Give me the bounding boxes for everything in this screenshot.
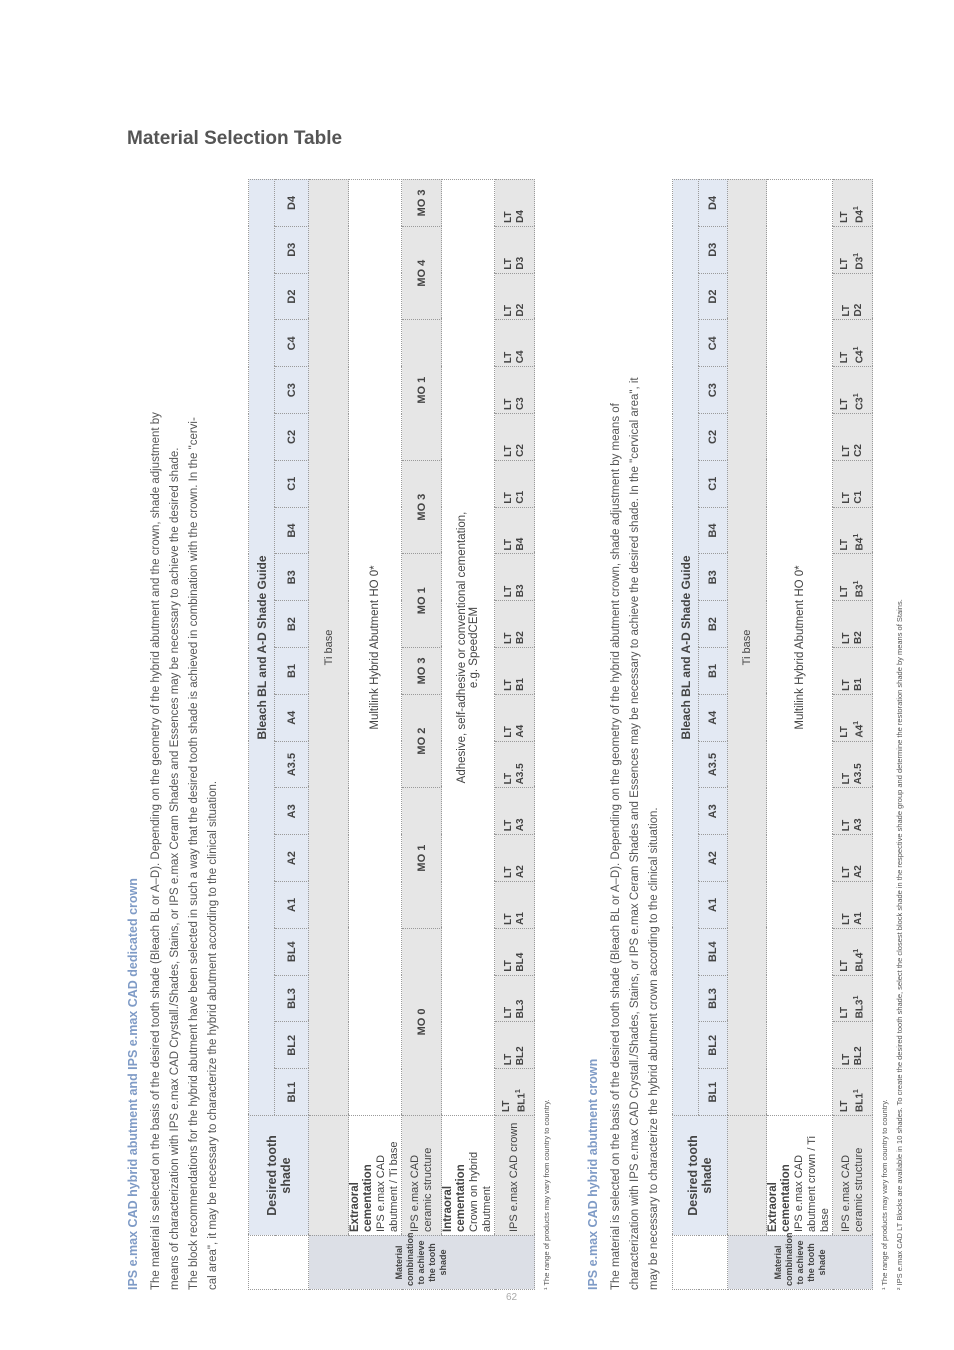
lt-prefix: LT — [838, 960, 850, 972]
shade-header-bl4: BL4 — [275, 928, 309, 975]
shade-header-b2: B2 — [699, 601, 728, 648]
lt-shade: A4 — [514, 724, 526, 738]
footnote-mark: 1 — [852, 580, 860, 585]
lt-shade: B1 — [852, 678, 864, 691]
lt-prefix: LT — [502, 398, 514, 411]
lt-block-cell — [833, 928, 873, 975]
lt-shade: BL2 — [514, 1046, 526, 1066]
abutment-block-cell: Multilink Hybrid Abutment HO 0* — [349, 179, 402, 1115]
lt-shade: B4 — [854, 537, 866, 551]
footnote-mark: 1 — [852, 346, 860, 351]
lt-shade: A3 — [852, 818, 864, 832]
lt-block-cell — [833, 273, 873, 320]
lt-block-cell — [495, 367, 535, 414]
material-selection-table — [672, 179, 905, 1290]
shade-header-bl3: BL3 — [699, 975, 728, 1022]
lt-prefix: LT — [840, 913, 852, 925]
lt-prefix: LT — [838, 398, 850, 411]
lt-block-cell — [495, 179, 535, 226]
shade-header-a3-5: A3.5 — [275, 741, 309, 788]
lt-prefix: LT — [502, 913, 514, 925]
lt-prefix: LT — [502, 960, 514, 972]
lt-block-cell — [495, 882, 535, 929]
page-title: Material Selection Table — [127, 128, 343, 149]
mo-block-cell: MO 3 — [402, 179, 442, 226]
mo-block-cell: MO 1 — [402, 320, 442, 460]
footnote-mark: 1 — [852, 206, 860, 211]
section-paragraph: The material is selected on the basis of the desired tooth shade (Bleach BL or A–D). Depending on the geometry of the hybrid abutment and the crown, shade adjustment by means of characterization with IPS e.max CAD Crystall./Shades, Stains, or IPS e.max Ceram Shades and Essences may be necessary to achieve the desired shade. The block recommendations for the hybrid abutment have been selected in such a way that the desired tooth shade is achieved in combination with the crown. In the "cervi- cal area", it may be necessary to characterize the hybrid abutment according to the clinical situation. — [150, 412, 219, 1290]
mo-block-cell: MO 0 — [402, 928, 442, 1115]
lt-block-cell — [495, 741, 535, 788]
lt-prefix: LT — [838, 1006, 850, 1019]
shade-header-bl2: BL2 — [699, 1022, 728, 1069]
lt-block-cell — [833, 460, 873, 507]
lt-prefix: LT — [502, 819, 514, 832]
desired-tooth-shade-header: Desired tooth shade — [673, 1116, 728, 1236]
lt-block-cell — [833, 694, 873, 741]
section-hybrid-abutment-crown — [585, 180, 954, 1290]
lt-prefix: LT — [838, 258, 850, 270]
mo-block-cell: MO 3 — [402, 460, 442, 554]
shade-header-c3: C3 — [699, 367, 728, 414]
lt-prefix: LT — [502, 585, 514, 598]
lt-block-cell — [833, 648, 873, 695]
ti-base-cell: Ti base — [728, 179, 767, 1115]
cementation-cell: Adhesive, self-adhesive or conventional cementation, e.g. SpeedCEM — [442, 179, 495, 1115]
shade-header-d3: D3 — [699, 226, 728, 273]
lt-block-cell — [833, 226, 873, 273]
lt-shade: A3 — [514, 818, 526, 832]
lt-prefix: LT — [502, 1006, 514, 1019]
shade-guide-header: Bleach BL and A-D Shade Guide — [673, 179, 699, 1115]
shade-header-a2: A2 — [699, 835, 728, 882]
lt-prefix: LT — [840, 445, 852, 457]
lt-block-cell — [833, 975, 873, 1022]
shade-header-d4: D4 — [275, 179, 309, 226]
lt-block-cell — [495, 460, 535, 507]
lt-block-cell — [833, 179, 873, 226]
footnote-mark: 1 — [852, 720, 860, 725]
lt-prefix: LT — [840, 772, 852, 785]
lt-shade: C3 — [514, 397, 526, 411]
lt-shade: A1 — [514, 912, 526, 925]
section-paragraph: The material is selected on the basis of the desired tooth shade (Bleach BL or A–D). Depending on the geometry of the hybrid abutment crown, shade adjustment by means of characterization with IPS e.max CAD Crystall./Shades, Stains, or IPS e.max Ceram Shades and Essences may be necessary to achieve the desired shade. In the "cervical area", it may be necessary to characterize the hybrid abutment crown according to the clinical situation. — [610, 377, 660, 1290]
shade-header-c3: C3 — [275, 367, 309, 414]
lt-block-cell — [495, 507, 535, 554]
lt-block-cell — [495, 1069, 535, 1116]
lt-shade: B3 — [854, 584, 866, 598]
shade-header-d3: D3 — [275, 226, 309, 273]
lt-prefix: LT — [838, 1100, 850, 1112]
ti-base-row-label — [309, 1116, 349, 1236]
lt-prefix: LT — [502, 538, 514, 551]
lt-prefix: LT — [840, 679, 852, 691]
shade-header-bl3: BL3 — [275, 975, 309, 1022]
lt-shade: C2 — [852, 444, 864, 457]
lt-block-cell — [833, 320, 873, 367]
lt-prefix: LT — [502, 304, 514, 317]
section-hybrid-abutment-and-crown — [125, 180, 551, 1290]
mo-block-cell: MO 3 — [402, 648, 442, 695]
lt-shade: C4 — [514, 350, 526, 364]
lt-shade: A2 — [852, 865, 864, 879]
lt-prefix: LT — [502, 679, 514, 691]
lt-shade: BL4 — [514, 952, 526, 972]
lt-prefix: LT — [840, 304, 852, 317]
ceramic-structure-label: IPS e.max CAD ceramic structure — [833, 1116, 873, 1236]
lt-shade: D4 — [854, 210, 866, 223]
lt-block-cell — [833, 554, 873, 601]
lt-shade: C1 — [514, 490, 526, 504]
shade-header-bl4: BL4 — [699, 928, 728, 975]
shade-header-bl2: BL2 — [275, 1022, 309, 1069]
lt-shade: C4 — [854, 350, 866, 364]
mo-block-cell: MO 1 — [402, 788, 442, 928]
lt-shade: BL2 — [852, 1046, 864, 1066]
section-heading: IPS e.max CAD hybrid abutment and IPS e.max CAD dedicated crown — [126, 878, 140, 1290]
shade-header-c2: C2 — [275, 414, 309, 461]
shade-header-b3: B3 — [275, 554, 309, 601]
lt-shade: C2 — [514, 444, 526, 457]
lt-shade: B1 — [514, 678, 526, 691]
lt-shade: B2 — [852, 631, 864, 645]
material-combination-label: Material combination to achieve the tooth shade — [728, 1236, 873, 1290]
ceramic-structure-label: IPS e.max CAD ceramic structure — [402, 1116, 442, 1236]
shade-header-c4: C4 — [699, 320, 728, 367]
lt-prefix: LT — [838, 585, 850, 598]
lt-block-cell — [495, 1022, 535, 1069]
shade-header-c1: C1 — [275, 460, 309, 507]
extraoral-cementation-label: Extraoral cementation IPS e.max CAD abutment / Ti base — [349, 1116, 402, 1236]
section-heading: IPS e.max CAD hybrid abutment crown — [586, 1058, 600, 1290]
crown-label: IPS e.max CAD crown — [495, 1116, 535, 1236]
lt-shade: BL1 — [854, 1093, 866, 1112]
lt-prefix: LT — [840, 819, 852, 832]
lt-block-cell — [495, 835, 535, 882]
lt-block-cell — [495, 975, 535, 1022]
shade-header-a3: A3 — [275, 788, 309, 835]
lt-block-cell — [833, 788, 873, 835]
footnote-mark: 1 — [514, 1089, 522, 1094]
shade-header-b1: B1 — [275, 648, 309, 695]
lt-shade: A3.5 — [852, 763, 864, 785]
footnote-mark: 1 — [852, 948, 860, 953]
lt-prefix: LT — [502, 1053, 514, 1066]
ti-base-cell: Ti base — [309, 179, 349, 1115]
shade-header-a4: A4 — [275, 694, 309, 741]
lt-block-cell — [495, 788, 535, 835]
lt-prefix: LT — [502, 866, 514, 879]
lt-prefix: LT — [840, 1053, 852, 1066]
footnote-mark: 1 — [852, 393, 860, 398]
shade-header-b2: B2 — [275, 601, 309, 648]
lt-block-cell — [833, 414, 873, 461]
shade-header-c2: C2 — [699, 414, 728, 461]
shade-header-bl1: BL1 — [699, 1069, 728, 1116]
lt-shade: BL3 — [514, 999, 526, 1019]
lt-shade: BL1 — [516, 1093, 528, 1112]
lt-shade: D3 — [854, 256, 866, 270]
shade-header-c4: C4 — [275, 320, 309, 367]
mo-block-cell: MO 1 — [402, 554, 442, 648]
shade-header-bl1: BL1 — [275, 1069, 309, 1116]
lt-prefix: LT — [502, 726, 514, 738]
lt-block-cell — [495, 226, 535, 273]
lt-block-cell — [495, 414, 535, 461]
lt-prefix: LT — [838, 351, 850, 364]
corner-cell — [249, 1236, 309, 1290]
lt-prefix: LT — [502, 632, 514, 645]
lt-shade: A2 — [514, 865, 526, 879]
lt-block-cell — [495, 928, 535, 975]
shade-header-a1: A1 — [699, 882, 728, 929]
shade-header-c1: C1 — [699, 460, 728, 507]
lt-shade: D2 — [514, 303, 526, 317]
lt-prefix: LT — [500, 1100, 512, 1112]
mo-block-cell: MO 4 — [402, 226, 442, 320]
lt-block-cell — [833, 601, 873, 648]
lt-block-cell — [833, 882, 873, 929]
lt-prefix: LT — [502, 258, 514, 270]
lt-block-cell — [495, 273, 535, 320]
lt-shade: B2 — [514, 631, 526, 645]
lt-shade: A4 — [854, 724, 866, 738]
shade-header-a1: A1 — [275, 882, 309, 929]
lt-shade: BL3 — [854, 999, 866, 1019]
shade-header-b4: B4 — [699, 507, 728, 554]
lt-prefix: LT — [840, 632, 852, 645]
lt-prefix: LT — [840, 866, 852, 879]
footnote-mark: 1 — [852, 252, 860, 257]
lt-block-cell — [833, 1022, 873, 1069]
shade-header-b1: B1 — [699, 648, 728, 695]
lt-prefix: LT — [502, 351, 514, 364]
shade-header-a3-5: A3.5 — [699, 741, 728, 788]
shade-header-d2: D2 — [699, 273, 728, 320]
abutment-block-cell: Multilink Hybrid Abutment HO 0* — [767, 179, 833, 1115]
lt-block-cell — [833, 367, 873, 414]
lt-block-cell — [833, 741, 873, 788]
lt-shade: C3 — [854, 397, 866, 411]
lt-prefix: LT — [502, 445, 514, 457]
desired-tooth-shade-header: Desired tooth shade — [249, 1116, 309, 1236]
corner-cell — [673, 1236, 728, 1290]
lt-block-cell — [833, 1069, 873, 1116]
lt-block-cell — [495, 320, 535, 367]
lt-block-cell — [495, 648, 535, 695]
lt-shade: BL4 — [854, 952, 866, 972]
lt-prefix: LT — [840, 492, 852, 504]
lt-prefix: LT — [838, 538, 850, 551]
page-number: 62 — [506, 1292, 518, 1303]
lt-shade: D4 — [514, 210, 526, 223]
lt-prefix: LT — [502, 211, 514, 223]
shade-header-b4: B4 — [275, 507, 309, 554]
lt-shade: D2 — [852, 303, 864, 317]
shade-header-b3: B3 — [699, 554, 728, 601]
intraoral-cementation-label: Intraoral cementation Crown on hybrid abutment — [442, 1116, 495, 1236]
lt-block-cell — [495, 694, 535, 741]
lt-prefix: LT — [502, 772, 514, 785]
lt-block-cell — [495, 554, 535, 601]
lt-shade: D3 — [514, 256, 526, 270]
shade-header-d4: D4 — [699, 179, 728, 226]
lt-prefix: LT — [838, 726, 850, 738]
shade-header-d2: D2 — [275, 273, 309, 320]
material-selection-table — [248, 179, 552, 1290]
lt-block-cell — [833, 835, 873, 882]
lt-block-cell — [833, 507, 873, 554]
lt-prefix: LT — [502, 492, 514, 504]
lt-block-cell — [495, 601, 535, 648]
ti-base-row-label — [728, 1116, 767, 1236]
footnote: ² IPS e.max CAD LT Blocks are available in 10 shades. To create the desired tooth shade, select the closest block shade in the respective shade group and determine the restoration shade by means of Stains. — [895, 599, 904, 1290]
footnote-mark: 1 — [852, 533, 860, 538]
shade-header-a2: A2 — [275, 835, 309, 882]
lt-prefix: LT — [838, 211, 850, 223]
footnote: ¹ The range of products may vary from country to country. — [542, 1099, 551, 1290]
lt-shade: B4 — [514, 537, 526, 551]
shade-header-a4: A4 — [699, 694, 728, 741]
lt-shade: A1 — [852, 912, 864, 925]
shade-header-a3: A3 — [699, 788, 728, 835]
footnote-mark: 1 — [852, 995, 860, 1000]
extraoral-cementation-label: Extraoral cementation IPS e.max CAD abutment crown / Ti base — [767, 1116, 833, 1236]
lt-shade: A3.5 — [514, 763, 526, 785]
material-combination-label: Material combination to achieve the tooth shade — [309, 1236, 535, 1290]
shade-guide-header: Bleach BL and A-D Shade Guide — [249, 179, 275, 1115]
mo-block-cell: MO 2 — [402, 694, 442, 788]
footnote-mark: 1 — [852, 1089, 860, 1094]
footnote: ¹ The range of products may vary from country to country. — [880, 1099, 889, 1290]
lt-shade: C1 — [852, 490, 864, 504]
lt-shade: B3 — [514, 584, 526, 598]
